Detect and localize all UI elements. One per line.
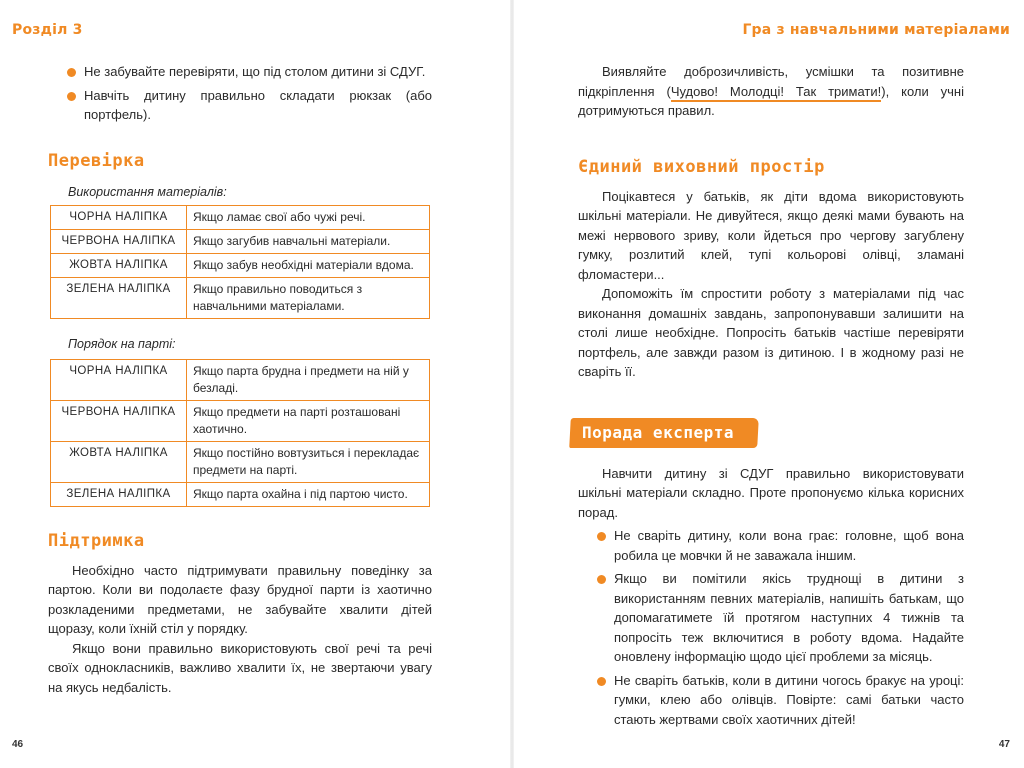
table-caption-materials: Використання матеріалів: — [68, 184, 227, 199]
table-caption-desk: Порядок на парті: — [68, 336, 176, 351]
list-item: Не сваріть дитину, коли вона грає: головне, щоб вона робила це мовчки й не заважала іншим. — [578, 526, 964, 565]
desc-cell: Якщо парта брудна і предмети на ній у безладі. — [187, 359, 430, 400]
sticker-cell: ЖОВТА НАЛІПКА — [51, 253, 187, 277]
sticker-cell: ЧЕРВОНА НАЛІПКА — [51, 400, 187, 441]
unified-paragraph-1: Поцікавтеся у батьків, як діти вдома використовують шкільні матеріали. Не дивуйтеся, якщо деякі мами бувають на межі нервового зриву, коли йдеться про чергову загублену гумку, розлитий клей, тупі кольорові олівці, зламані фломастери... — [578, 188, 964, 282]
table-row — [51, 205, 430, 229]
bullet-dot-icon — [597, 677, 606, 686]
sticker-cell: ЧОРНА НАЛІПКА — [51, 205, 187, 229]
section-title-unified: Єдиний виховний простір — [578, 156, 825, 177]
bullet-dot-icon — [597, 575, 606, 584]
table-row — [51, 400, 430, 441]
expert-banner — [570, 418, 758, 448]
table-row — [51, 441, 430, 482]
table-row — [51, 229, 430, 253]
running-head-right: Гра з навчальними матеріалами — [742, 22, 1010, 38]
sticker-cell: ЧОРНА НАЛІПКА — [51, 359, 187, 400]
bullet-dot-icon — [67, 92, 76, 101]
sticker-cell: ЗЕЛЕНА НАЛІПКА — [51, 482, 187, 506]
materials-sticker-table — [50, 205, 430, 319]
expert-banner-title: Порада експерта — [582, 422, 734, 442]
intro-paragraph: Виявляйте доброзичливість, усмішки та позитивне підкріплення (Чудово! Молодці! Так тримати!), коли учні дотримуються правил. — [578, 64, 964, 118]
left-page — [48, 62, 432, 697]
table-row — [51, 277, 430, 318]
list-item: Якщо ви помітили якісь труднощі в дитини з використанням певних матеріалів, напишіть батькам, що допомагатимете їй протягом наступних 4 тижнів та попросіть теж включитися в роботу вдома. Надайте оновлену інформацію щодо цієї проблеми за місяць. — [578, 569, 964, 667]
table-row — [51, 482, 430, 506]
page-gutter — [510, 0, 514, 768]
running-head-left: Розділ 3 — [12, 22, 83, 38]
expert-tips-list — [578, 526, 964, 729]
top-bullet-list — [48, 62, 432, 125]
list-item: Не сваріть батьків, коли в дитини чогось бракує на уроці: гумки, клею або олівців. Повірте: самі батьки часто стають жертвами своїх хаотичних дітей! — [578, 671, 964, 730]
support-paragraph-2: Якщо вони правильно використовують свої речі та речі своїх однокласників, важливо хвалити їх, не звертаючи увагу на якусь недбалість. — [48, 640, 432, 695]
desc-cell: Якщо предмети на парті розташовані хаотично. — [187, 400, 430, 441]
section-title-support: Підтримка — [48, 530, 145, 551]
desc-cell: Якщо забув необхідні матеріали вдома. — [187, 253, 430, 277]
desk-sticker-table — [50, 359, 430, 507]
bullet-dot-icon — [597, 532, 606, 541]
expert-intro: Навчити дитину зі СДУГ правильно використовувати шкільні матеріали складно. Проте пропонуємо кілька корисних порад. — [578, 465, 964, 520]
page-number-right: 47 — [998, 739, 1010, 750]
expert-banner-wrap — [570, 418, 964, 448]
section-title-check: Перевірка — [48, 150, 145, 171]
table-row — [51, 359, 430, 400]
list-item: Навчіть дитину правильно складати рюкзак (або портфель). — [48, 86, 432, 125]
desc-cell: Якщо правильно поводиться з навчальними матеріалами. — [187, 277, 430, 318]
desc-cell: Якщо загубив навчальні матеріали. — [187, 229, 430, 253]
table-row — [51, 253, 430, 277]
list-item: Не забувайте перевіряти, що під столом дитини зі СДУГ. — [48, 62, 432, 82]
sticker-cell: ЖОВТА НАЛІПКА — [51, 441, 187, 482]
desc-cell: Якщо парта охайна і під партою чисто. — [187, 482, 430, 506]
unified-paragraph-2: Допоможіть їм спростити роботу з матеріалами під час виконання домашніх завдань, запропонувавши залишити на столі лише необхідне. Попросіть батьків частіше перевіряти портфель, але завжди разом із дитиною. І в жодному разі не сваріть її. — [578, 286, 964, 379]
highlighted-praise: Чудово! Молодці! Так тримати! — [671, 84, 881, 102]
sticker-cell: ЗЕЛЕНА НАЛІПКА — [51, 277, 187, 318]
bullet-dot-icon — [67, 68, 76, 77]
desc-cell: Якщо ламає свої або чужі речі. — [187, 205, 430, 229]
sticker-cell: ЧЕРВОНА НАЛІПКА — [51, 229, 187, 253]
right-page — [578, 62, 964, 733]
page-number-left: 46 — [12, 739, 24, 750]
desc-cell: Якщо постійно вовтузиться і перекладає предмети на парті. — [187, 441, 430, 482]
support-paragraph-1: Необхідно часто підтримувати правильну поведінку за партою. Коли ви подолаєте фазу брудної парти із хаотично розкладеними предметами, не забувайте хвалити дітей щоразу, коли їхній стіл у порядку. — [48, 562, 432, 636]
